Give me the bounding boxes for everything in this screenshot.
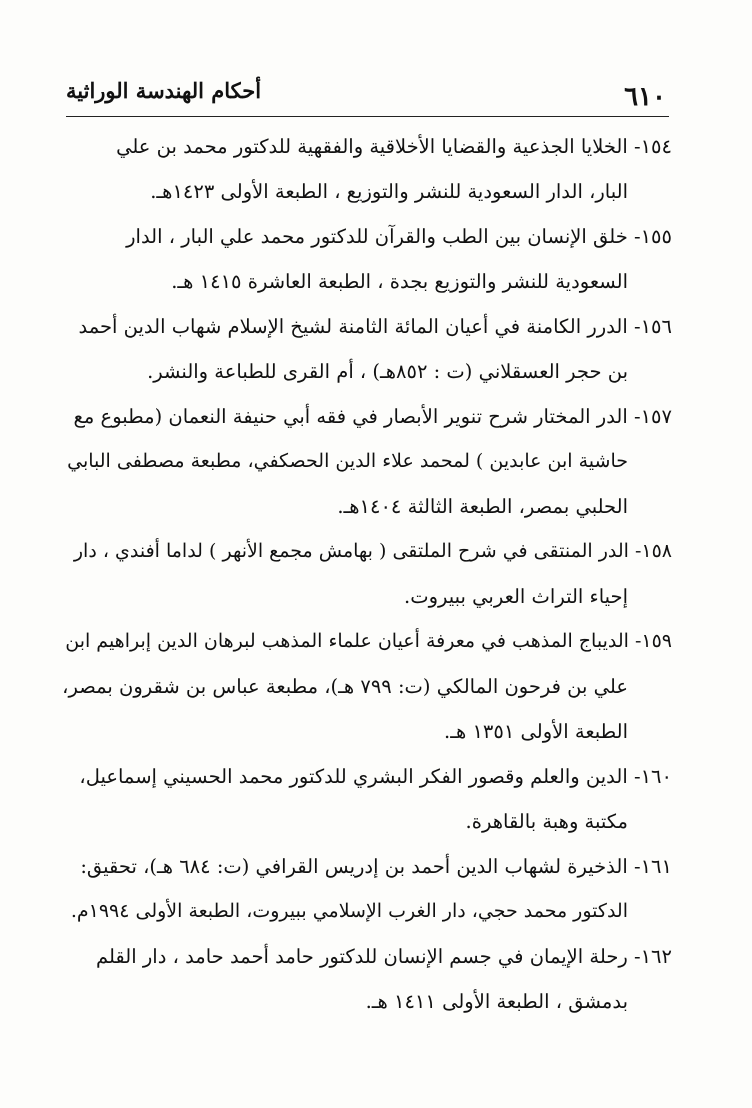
entry-line: ١٥٧- الدر المختار شرح تنوير الأبصار في فقه أبي حنيفة النعمان (مطبوع مع bbox=[73, 405, 672, 428]
bibliography-entry bbox=[60, 529, 672, 619]
bibliography-entry bbox=[60, 304, 672, 394]
bibliography-entry bbox=[60, 754, 672, 844]
entry-line: ١٥٩- الديباج المذهب في معرفة أعيان علماء المذهب لبرهان الدين إبراهيم ابن bbox=[65, 630, 672, 652]
header-rule bbox=[66, 116, 669, 117]
entry-line: بن حجر العسقلاني (ت : ٨٥٢هـ) ، أم القرى للطباعة والنشر. bbox=[147, 360, 628, 383]
page-number: ٦١٠ bbox=[624, 82, 666, 112]
bibliography-entry bbox=[60, 619, 672, 754]
running-title: أحكام الهندسة الوراثية bbox=[66, 78, 262, 103]
bibliography-entry bbox=[60, 844, 672, 934]
entry-line: السعودية للنشر والتوزيع بجدة ، الطبعة العاشرة ١٤١٥ هـ. bbox=[171, 270, 628, 293]
entry-line: حاشية ابن عابدين ) لمحمد علاء الدين الحصكفي، مطبعة مصطفى البابي bbox=[67, 450, 628, 472]
bibliography-list bbox=[60, 124, 672, 1024]
entry-line: ١٥٨- الدر المنتقى في شرح الملتقى ( بهامش مجمع الأنهر ) لداما أفندي ، دار bbox=[73, 540, 672, 562]
bibliography-entry bbox=[60, 934, 672, 1024]
bibliography-entry bbox=[60, 394, 672, 529]
page-header bbox=[66, 70, 666, 110]
entry-line: مكتبة وهبة بالقاهرة. bbox=[465, 810, 628, 833]
entry-line: ١٥٥- خلق الإنسان بين الطب والقرآن للدكتور محمد علي البار ، الدار bbox=[126, 225, 672, 248]
entry-line: البار، الدار السعودية للنشر والتوزيع ، الطبعة الأولى ١٤٢٣هـ. bbox=[150, 180, 628, 203]
entry-line: إحياء التراث العربي ببيروت. bbox=[404, 585, 628, 608]
entry-line: الحلبي بمصر، الطبعة الثالثة ١٤٠٤هـ. bbox=[337, 495, 628, 518]
entry-line: ١٦١- الذخيرة لشهاب الدين أحمد بن إدريس القرافي (ت: ٦٨٤ هـ)، تحقيق: bbox=[80, 855, 672, 878]
entry-line: بدمشق ، الطبعة الأولى ١٤١١ هـ. bbox=[365, 990, 628, 1013]
entry-line: ١٥٤- الخلايا الجذعية والقضايا الأخلاقية والفقهية للدكتور محمد بن علي bbox=[116, 135, 672, 158]
entry-line: ١٦٠- الدين والعلم وقصور الفكر البشري للدكتور محمد الحسيني إسماعيل، bbox=[79, 765, 672, 788]
bibliography-entry bbox=[60, 124, 672, 214]
bibliography-entry bbox=[60, 214, 672, 304]
entry-line: الطبعة الأولى ١٣٥١ هـ. bbox=[444, 720, 628, 743]
entry-line: علي بن فرحون المالكي (ت: ٧٩٩ هـ)، مطبعة عباس بن شقرون بمصر، bbox=[62, 675, 628, 698]
entry-line: ١٦٢- رحلة الإيمان في جسم الإنسان للدكتور حامد أحمد حامد ، دار القلم bbox=[96, 945, 672, 968]
entry-line: ١٥٦- الدرر الكامنة في أعيان المائة الثامنة لشيخ الإسلام شهاب الدين أحمد bbox=[78, 315, 672, 338]
entry-line: الدكتور محمد حجي، دار الغرب الإسلامي ببيروت، الطبعة الأولى ١٩٩٤م. bbox=[70, 900, 628, 922]
